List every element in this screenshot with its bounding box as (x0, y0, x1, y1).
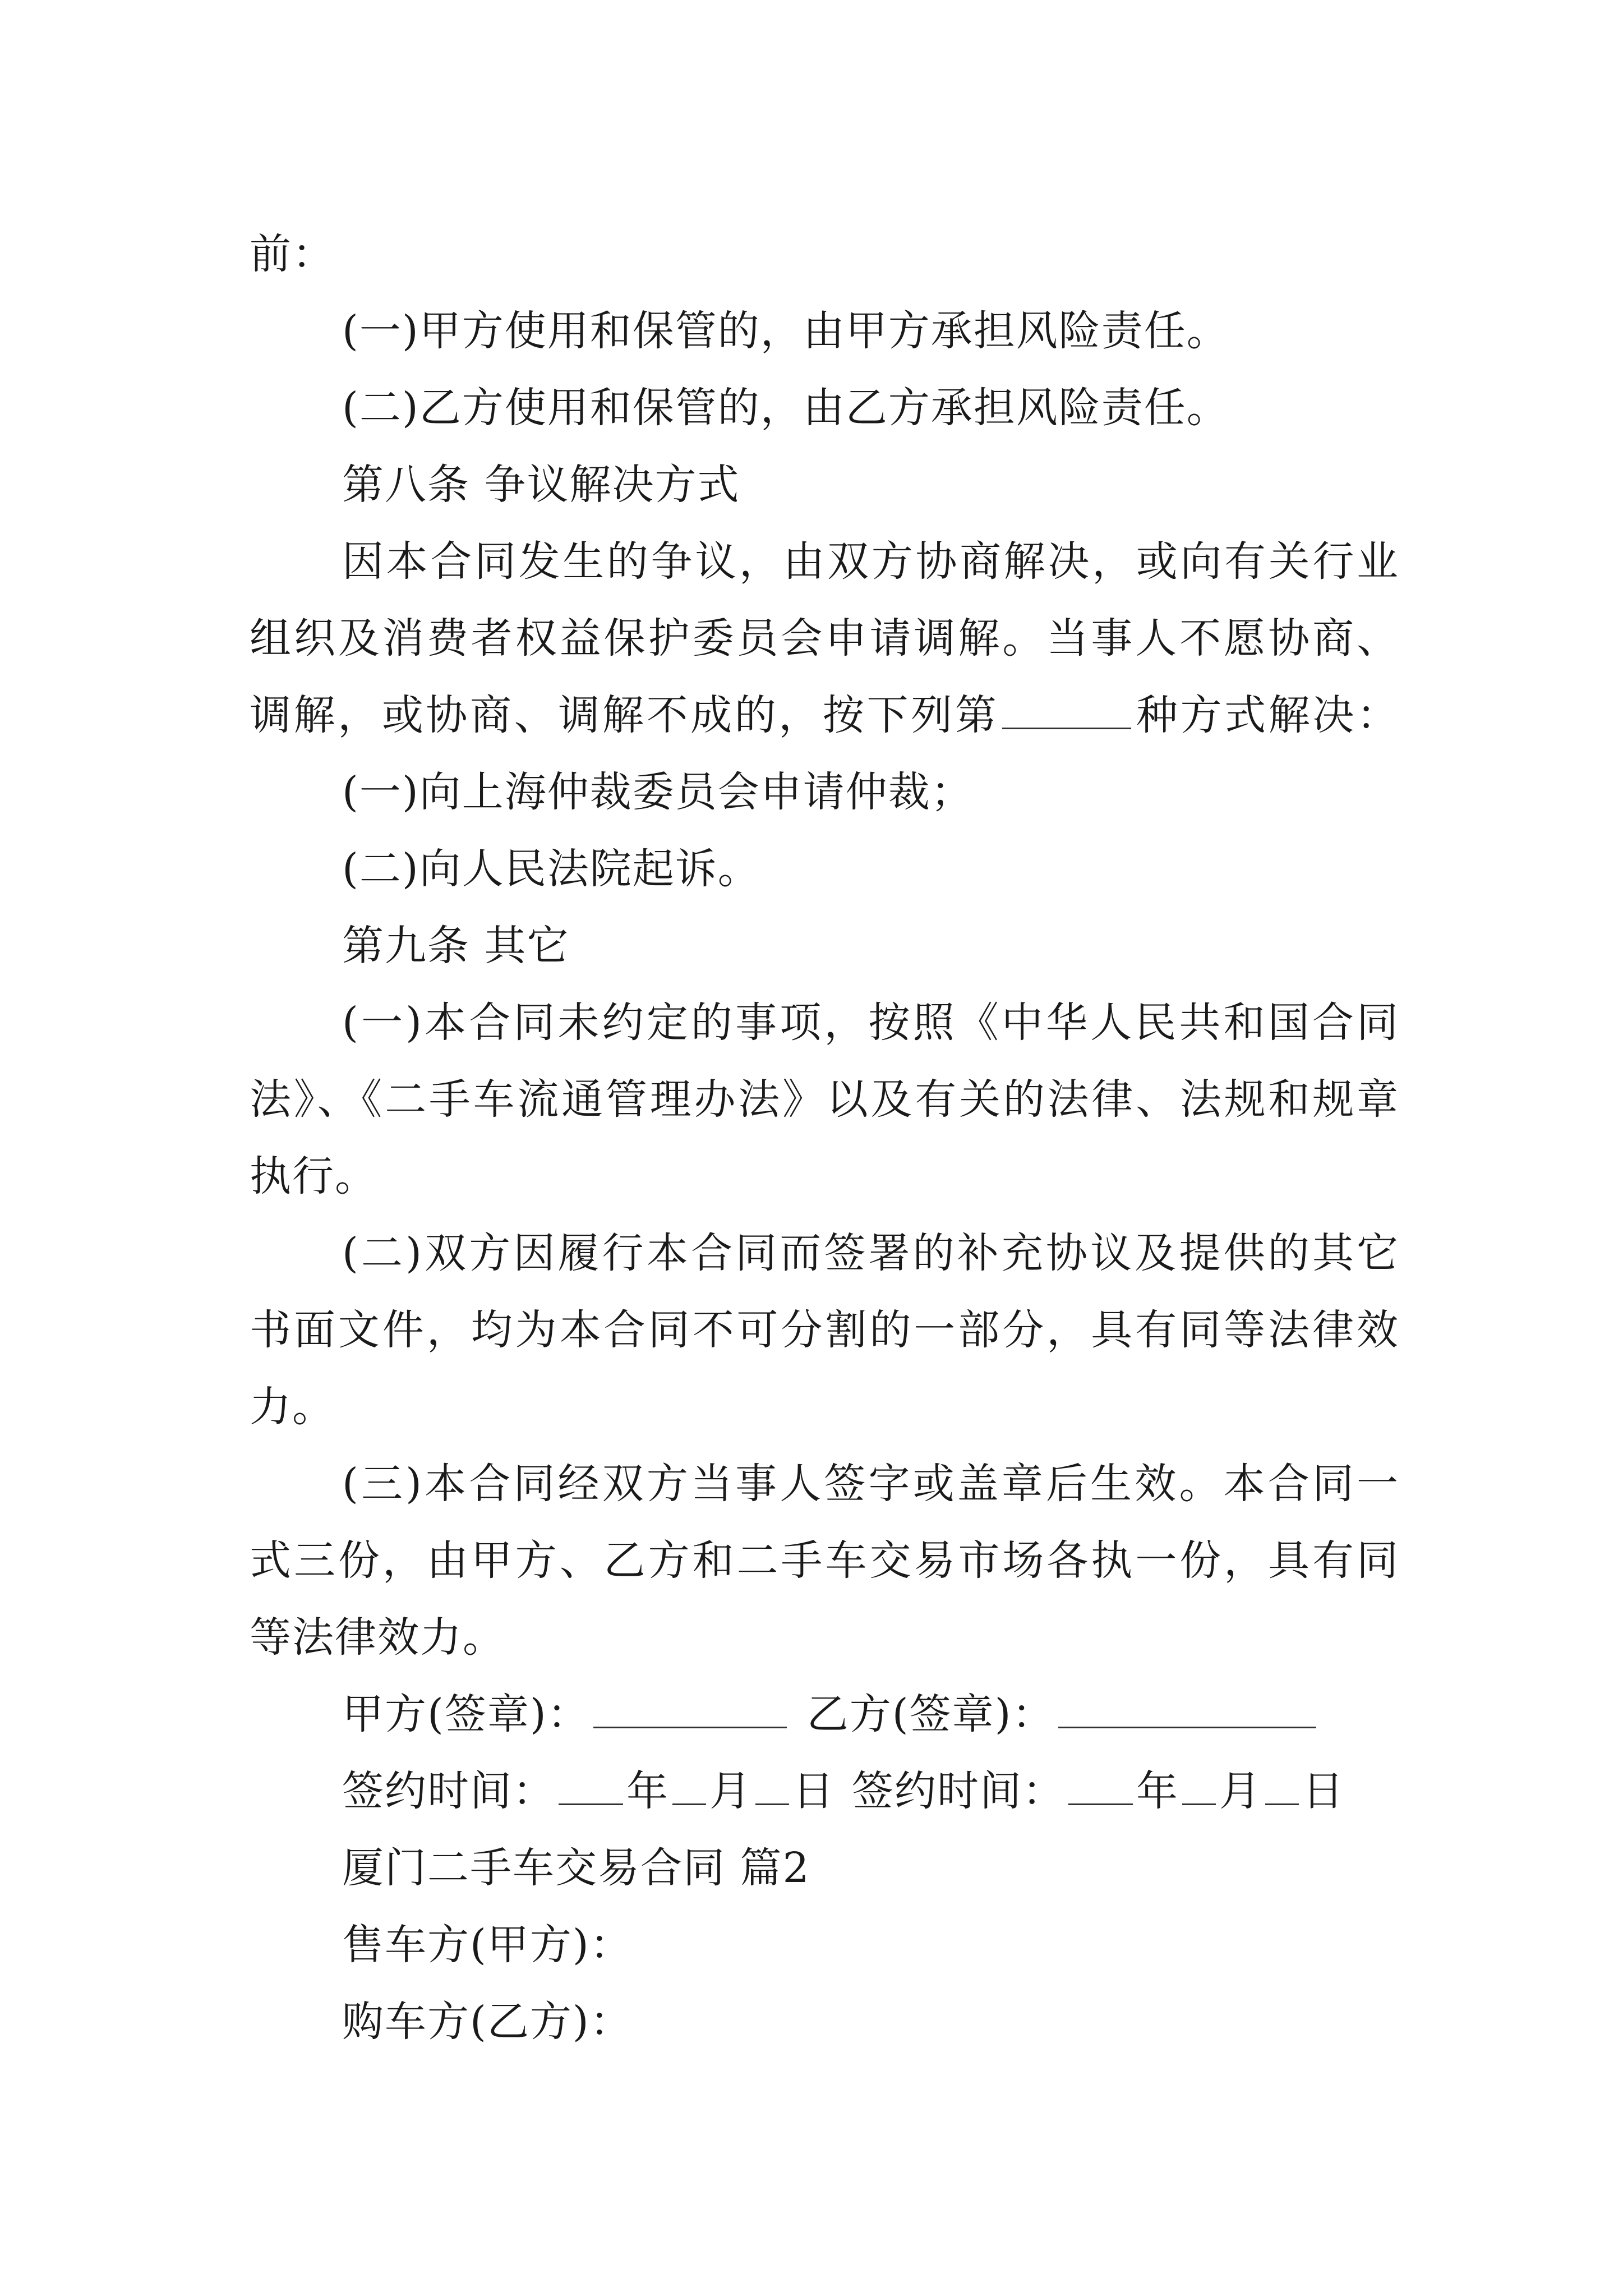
text-line: (二)乙方使用和保管的，由乙方承担风险责任。 (342, 384, 1229, 432)
month-blank (672, 1771, 706, 1805)
month-label: 月 (1219, 1767, 1262, 1815)
text-line: 式三份，由甲方、乙方和二手车交易市场各执一份，具有同 (250, 1536, 1399, 1585)
text-line: 前： (250, 230, 335, 278)
buyer-label: 购车方(乙方)： (342, 1998, 633, 2046)
text-line: 等法律效力。 (250, 1613, 505, 1662)
party-b-signature-label: 乙方(签章)： (806, 1690, 1055, 1738)
party-a-date-label: 签约时间： (342, 1767, 555, 1815)
document-body (250, 216, 1399, 2060)
text-line: (一)向上海仲裁委员会申请仲裁； (342, 768, 974, 816)
text-line: 组织及消费者权益保护委员会申请调解。当事人不愿协商、 (250, 614, 1399, 662)
text-line-with-blank (250, 677, 1399, 754)
party-a-signature-blank (593, 1694, 787, 1728)
date-line (250, 1753, 1399, 1830)
text-line: 书面文件，均为本合同不可分割的一部分，具有同等法律效 (250, 1306, 1399, 1354)
seller-label: 售车方(甲方)： (342, 1921, 633, 1969)
party-b-signature-blank (1058, 1694, 1316, 1728)
year-blank (559, 1771, 623, 1805)
text-line: 力。 (250, 1383, 335, 1431)
party-b-date-label: 签约时间： (852, 1767, 1065, 1815)
text-line: 因本合同发生的争议，由双方协商解决，或向有关行业 (342, 537, 1399, 586)
party-a-signature-label: 甲方(签章)： (342, 1690, 590, 1738)
year-label: 年 (1136, 1767, 1179, 1815)
section-title: 厦门二手车交易合同 篇2 (342, 1844, 810, 1892)
text-line: (一)甲方使用和保管的，由甲方承担风险责任。 (342, 307, 1229, 355)
text-line: (二)向人民法院起诉。 (342, 845, 760, 893)
signature-line (250, 1676, 1399, 1753)
article-heading: 第九条 其它 (342, 922, 570, 970)
text-segment: 调解，或协商、调解不成的，按下列第 (250, 691, 999, 739)
year-label: 年 (626, 1767, 669, 1815)
day-blank (755, 1771, 789, 1805)
text-line: (一)本合同未约定的事项，按照《中华人民共和国合同 (342, 999, 1399, 1047)
text-line: 执行。 (250, 1152, 377, 1200)
text-line: (二)双方因履行本合同而签署的补充协议及提供的其它 (342, 1229, 1399, 1277)
text-segment: 种方式解决： (1135, 691, 1400, 739)
day-label: 日 (792, 1767, 835, 1815)
day-label: 日 (1302, 1767, 1345, 1815)
fill-in-blank (1002, 695, 1131, 729)
article-heading: 第八条 争议解决方式 (342, 461, 740, 509)
year-blank (1068, 1771, 1133, 1805)
month-label: 月 (709, 1767, 752, 1815)
month-blank (1182, 1771, 1216, 1805)
text-line: (三)本合同经双方当事人签字或盖章后生效。本合同一 (342, 1460, 1399, 1508)
text-line: 法》、《二手车流通管理办法》以及有关的法律、法规和规章 (250, 1075, 1399, 1124)
day-blank (1265, 1771, 1299, 1805)
